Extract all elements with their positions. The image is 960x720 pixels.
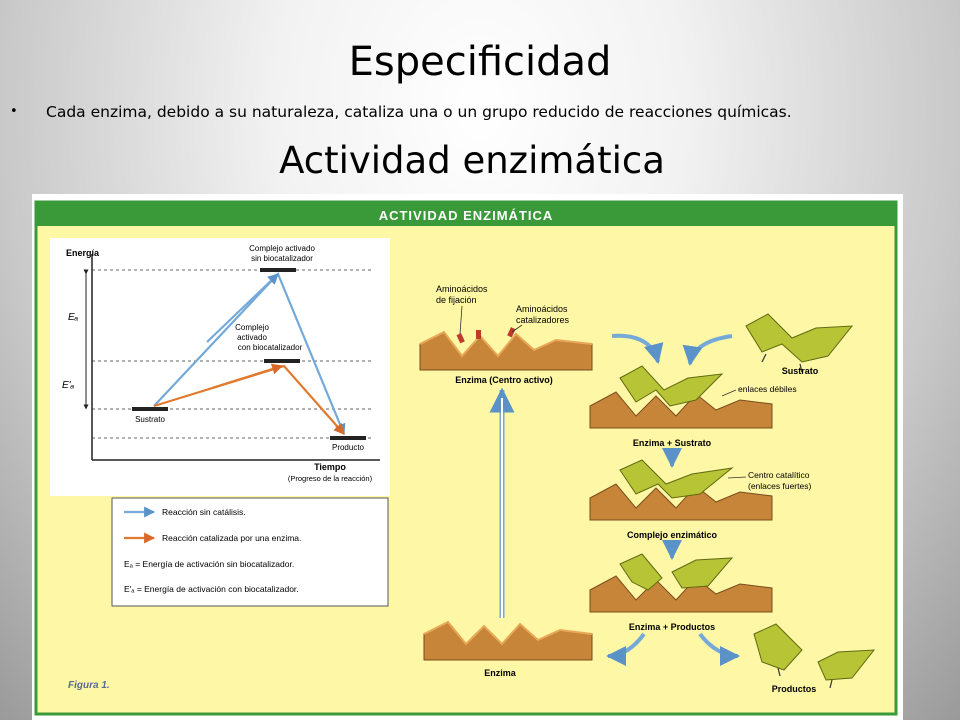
- enzyme-products-label: Enzima + Productos: [628, 622, 716, 632]
- catalyzed-peak-label-1: Complejo: [235, 323, 269, 332]
- uncatalyzed-peak-label-2: sin biocatalizador: [251, 254, 313, 263]
- binding-aa-label-1: Aminoácidos: [436, 284, 488, 294]
- figure-caption: Figura 1.: [68, 680, 110, 691]
- ea-prime-label: E'ₐ: [62, 380, 75, 391]
- x-axis-label: Tiempo: [314, 462, 346, 472]
- substrate-label: Sustrato: [781, 366, 819, 376]
- catalytic-center-label-1: Centro catalítico: [748, 470, 810, 480]
- uncatalyzed-peak-label-1: Complejo activado: [249, 244, 315, 253]
- catalytic-aa-label-1: Aminoácidos: [516, 304, 568, 314]
- uncatalyzed-peak-bar: [260, 268, 296, 272]
- binding-aa-label-2: de fijación: [436, 295, 477, 305]
- enzymatic-complex-label: Complejo enzimático: [626, 530, 718, 540]
- bullet-text: Cada enzima, debido a su naturaleza, cataliza una o un grupo reducido de reacciones químicas.: [46, 103, 792, 121]
- catalyzed-peak-bar: [264, 359, 300, 363]
- substrate-level-bar: [132, 407, 168, 411]
- substrate-point-label: Sustrato: [135, 415, 165, 424]
- graph-legend: [112, 498, 388, 606]
- product-point-label: Producto: [331, 443, 365, 452]
- enzyme-label: Enzima: [484, 668, 516, 678]
- catalyzed-peak-label-3: con biocatalizador: [237, 343, 303, 352]
- bullet-point: [10, 100, 955, 124]
- products-label: Productos: [771, 684, 817, 694]
- y-axis-label: Energía: [66, 248, 100, 258]
- enzyme-substrate-label: Enzima + Sustrato: [632, 438, 712, 448]
- bullet-dot: •: [10, 104, 18, 119]
- figure-header: ACTIVIDAD ENZIMÁTICA: [378, 208, 554, 223]
- legend-catalyzed: Reacción catalizada por una enzima.: [162, 533, 302, 543]
- product-level-bar: [330, 436, 366, 440]
- legend-uncatalyzed: Reacción sin catálisis.: [162, 507, 246, 517]
- enzyme-activity-figure: [32, 194, 903, 720]
- legend-ea: Eₐ = Energía de activación sin biocatalizador.: [124, 559, 295, 569]
- slide-title: Especificidad: [348, 39, 612, 85]
- figure-canvas: [32, 194, 903, 720]
- enzyme-active-site-label: Enzima (Centro activo): [455, 375, 553, 385]
- weak-bonds-label: enlaces débiles: [738, 384, 797, 394]
- slide-subtitle: Actividad enzimática: [279, 139, 665, 182]
- catalytic-aa-label-2: catalizadores: [516, 315, 570, 325]
- legend-ea-prime: E'ₐ = Energía de activación con biocatalizador.: [124, 584, 299, 594]
- energy-graph: [50, 238, 390, 496]
- catalytic-center-label-2: (enlaces fuertes): [748, 481, 812, 491]
- ea-label: Eₐ: [68, 312, 79, 323]
- catalyzed-peak-label-2: activado: [237, 333, 267, 342]
- graph-background: [50, 238, 390, 496]
- x-axis-sublabel: (Progreso de la reacción): [287, 474, 373, 483]
